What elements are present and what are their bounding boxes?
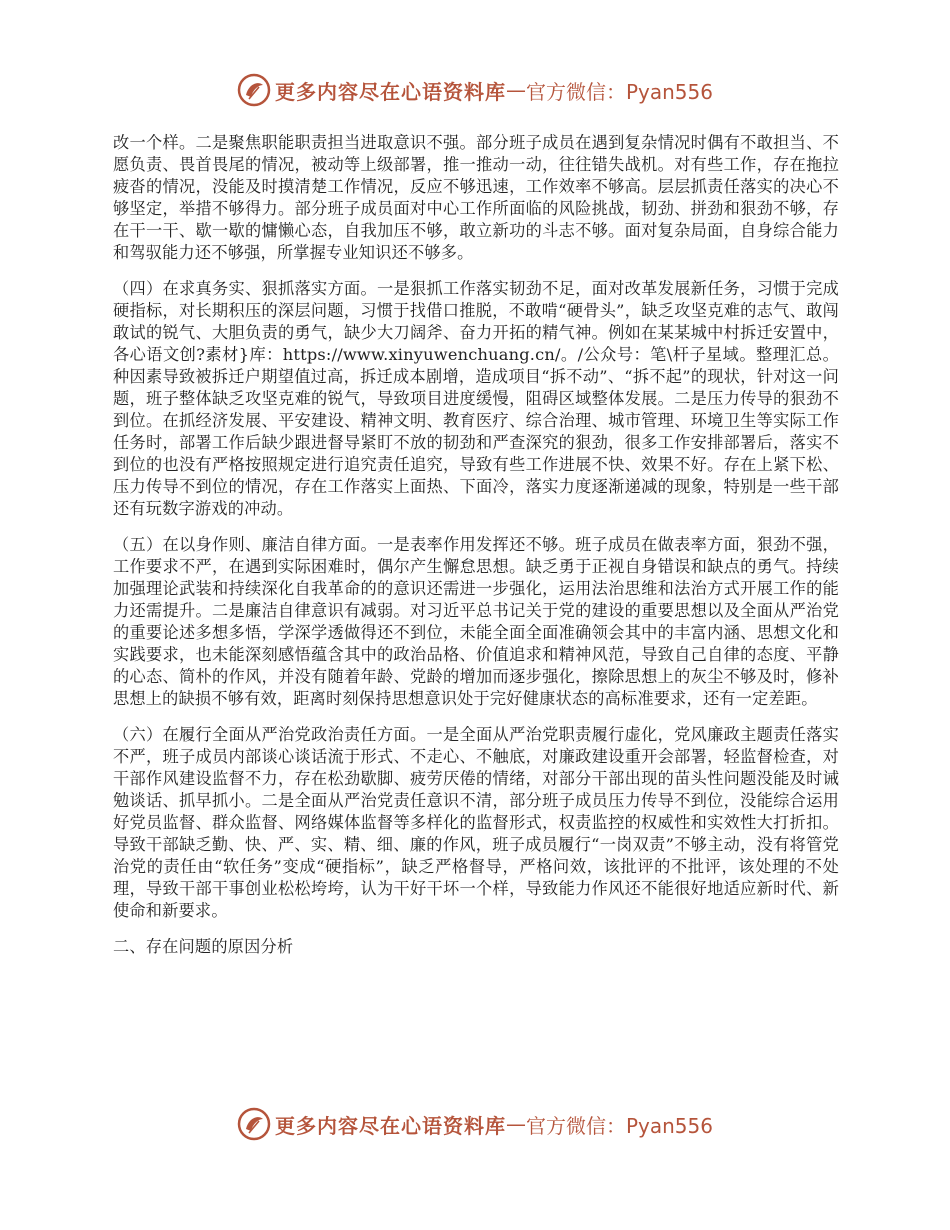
banner-dash: — [505, 78, 526, 102]
header-banner [0, 70, 950, 110]
paragraph: （六）在履行全面从严治党政治责任方面。一是全面从严治党职责履行虚化，党风廉政主题责任落实不严，班子成员内部谈心谈话流于形式、不走心、不触底，对廉政建设重开会部署，轻监督检查，对干部作风建设监督不力，存在松劲歇脚、疲劳厌倦的情绪，对部分干部出现的苗头性问题没能及时诫勉谈话、抓早抓小。二是全面从严治党责任意识不清，部分班子成员压力传导不到位，没能综合运用好党员监督、群众监督、网络媒体监督等多样化的监督形式，权责监控的权威性和实效性大打折扣。导致干部缺乏勤、快、严、实、精、细、廉的作风，班子成员履行“一岗双责”不够主动，没有将管党治党的责任由“软任务”变成“硬指标”，缺乏严格督导，严格问效，该批评的不批评，该处理的不处理，导致干部干事创业松松垮垮，认为干好干坏一个样，导致能力作风还不能很好地适应新时代、新使命和新要求。 [113, 725, 839, 920]
logo-icon [237, 73, 271, 107]
banner-wechat: 官方微信：Pyan556 [525, 1113, 713, 1138]
banner-text: 更多内容尽在心语资料库 [274, 1113, 506, 1138]
paragraph: （四）在求真务实、狠抓落实方面。一是狠抓工作落实韧劲不足，面对改革发展新任务，习惯于完成硬指标，对长期积压的深层问题，习惯于找借口推脱，不敢啃“硬骨头”，缺乏攻坚克难的志气、敢闯敢试的锐气、大胆负责的勇气，缺少大刀阔斧、奋力开拓的精气神。例如在某某城中村拆迁安置中，各心语文创?素材}库：https://www.xinyuwenchuang.cn/。/公众号：笔\杆子星域。整理汇总。种因素导致被拆迁户期望值过高，拆迁成本剧增，造成项目“拆不动”、“拆不起”的现状，针对这一问题，班子整体缺乏攻坚克难的锐气，导致项目进度缓慢，阻碍区域整体发展。二是压力传导的狠劲不到位。在抓经济发展、平安建设、精神文明、教育医疗、综合治理、城市管理、环境卫生等实际工作任务时，部署工作后缺少跟进督导紧盯不放的韧劲和严查深究的狠劲，很多工作安排部署后，落实不到位的也没有严格按照规定进行追究责任追究，导致有些工作进展不快、效果不好。存在上紧下松、压力传导不到位的情况，存在工作落实上面热、下面冷，落实力度逐渐递减的现象，特别是一些干部还有玩数字游戏的冲动。 [113, 279, 839, 518]
banner-dash: — [505, 1112, 526, 1136]
document-body [113, 132, 839, 972]
section-heading: 二、存在问题的原因分析 [113, 937, 294, 956]
logo-icon [237, 1107, 271, 1141]
banner-wechat: 官方微信：Pyan556 [525, 79, 713, 104]
paragraph: 改一个样。二是聚焦职能职责担当进取意识不强。部分班子成员在遇到复杂情况时偶有不敢担当、不愿负责、畏首畏尾的情况，被动等上级部署，推一推动一动，往往错失战机。对有些工作，存在拖拉疲沓的情况，没能及时摸清楚工作情况，反应不够迅速，工作效率不够高。层层抓责任落实的决心不够坚定，举措不够得力。部分班子成员面对中心工作所面临的风险挑战，韧劲、拼劲和狠劲不够，存在干一干、歇一歇的慵懒心态，自我加压不够，敢立新功的斗志不够。面对复杂局面，自身综合能力和驾驭能力还不够强，所掌握专业知识还不够多。 [113, 133, 839, 262]
banner-text: 更多内容尽在心语资料库 [274, 79, 506, 104]
paragraph: （五）在以身作则、廉洁自律方面。一是表率作用发挥还不够。班子成员在做表率方面，狠劲不强，工作要求不严，在遇到实际困难时，偶尔产生懈怠思想。缺乏勇于正视自身错误和缺点的勇气。持续加强理论武装和持续深化自我革命的的意识还需进一步强化，运用法治思维和法治方式开展工作的能力还需提升。二是廉洁自律意识有减弱。对习近平总书记关于党的建设的重要思想以及全面从严治党的重要论述多想多悟，学深学透做得还不到位，未能全面全面准确领会其中的丰富内涵、思想文化和实践要求，也未能深刻感悟蕴含其中的政治品格、价值追求和精神风范，导致自己自律的态度、平静的心态、简朴的作风，并没有随着年龄、党龄的增加而逐步强化，擦除思想上的灰尘不够及时，修补思想上的缺损不够有效，距离时刻保持思想意识处于完好健康状态的高标准要求，还有一定差距。 [113, 535, 839, 708]
footer-banner [0, 1104, 950, 1144]
